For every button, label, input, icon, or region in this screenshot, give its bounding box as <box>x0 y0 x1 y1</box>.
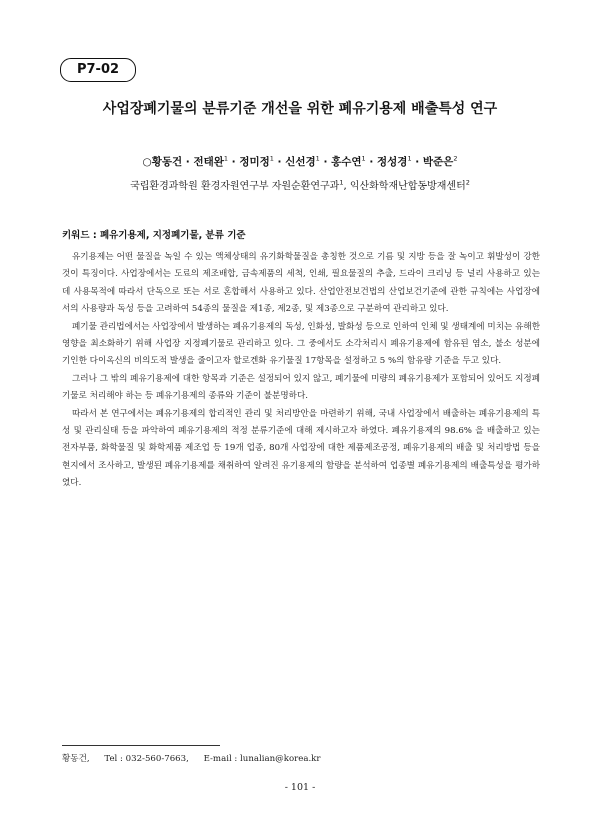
affiliation-list: 국립환경과학원 환경자원연구부 자원순환연구과$^1$, 익산화학재난합동방재센터$^2$ <box>130 178 470 192</box>
paragraph: 유기용제는 어떤 물질을 녹일 수 있는 액체상태의 유기화학물질을 총칭한 것으로 기름 및 지방 등을 잘 녹이고 휘발성이 강한 것이 특징이다. 사업장에서는 도료의 제조배합, 금속제품의 세척, 인쇄, 필요물질의 추출, 드라이 크리닝 등 널리 사용하고 있는데 사용목적에 따라서 단독으로 또는 서로 혼합해서 사용하고 있다. 산업안전보건법의 산업보건기준에 관한 규칙에는 사업장에서의 사용량과 독성 등을 고려하여 54종의 물질을 제1종, 제2종, 및 제3종으로 구분하여 관리하고 있다. <box>62 252 540 315</box>
author-name: 박준은 <box>422 156 454 168</box>
paragraph: 폐기물 관리법에서는 사업장에서 발생하는 폐유기용제의 독성, 인화성, 발화성 등으로 인하여 인체 및 생태계에 미치는 유해한 영향을 최소화하기 위해 사업장 지정폐기물로 관리하고 있다. 그 중에서도 소각처리시 폐유기용제에 함유된 염소, 불소 성분에 기인한 다이옥신의 비의도적 발생을 줄이고자 할로겐화 유기물질 17항목을 설정하고 5 %의 함유량 기준을 두고 있다. <box>62 321 540 367</box>
footnote-name: 황동건, <box>62 754 90 764</box>
keywords: 키워드 : 폐유기용제, 지정폐기물, 분류 기준 <box>62 230 246 241</box>
author-name: ○황동건 <box>142 156 183 168</box>
paragraph: 따라서 본 연구에서는 폐유기용제의 합리적인 관리 및 처리방안을 마련하기 위해, 국내 사업장에서 배출하는 폐유기용제의 특성 및 관리실태 등을 파악하여 폐유기용제의 적정 분류기준에 대해 제시하고자 하였다. 폐유기용제의 98.6% 을 배출하고 있는 전자부품, 화학물질 및 화학제품 제조업 등 19개 업종, 80개 사업장에 대한 제품제조공정, 폐유기용제의 배출 및 처리방법 등을 현지에서 조사하고, 발생된 폐유기용제를 채취하여 알려진 유기용제의 함량을 분석하여 업종별 폐유기용제의 배출특성을 평가하였다. <box>62 408 540 489</box>
author-affiliation-mark: 1 <box>361 154 366 163</box>
author-name: 정성경 <box>377 156 408 168</box>
author-affiliation-mark: 2 <box>453 154 458 163</box>
footnote-email: E-mail : lunalian@korea.kr <box>203 754 321 764</box>
affiliation-name: 익산화학재난합동방재센터 <box>349 181 466 192</box>
author-name: 정미정 <box>239 156 270 168</box>
author-name: 전태완 <box>193 156 224 168</box>
author-affiliation-mark: 1 <box>223 154 229 163</box>
affiliation-mark: 2 <box>465 178 470 187</box>
paragraph: 그러나 그 밖의 폐유기용제에 대한 항목과 기준은 설정되어 있지 않고, 폐기물에 미량의 폐유기용제가 포함되어 있어도 지정폐기물로 처리해야 하는 등 폐유기용제의 종류와 기준이 불분명하다. <box>62 373 540 402</box>
author-list: ○황동건 · 전태완$^1$ · 정미정$^1$ · 신선경$^1$ · 홍수연$^1$ · 정성경$^1$ · 박준은$^2$ <box>142 154 458 168</box>
abstract-body <box>62 249 540 493</box>
affiliation-name: 국립환경과학원 환경자원연구부 자원순환연구과 <box>130 181 340 192</box>
footnote-divider <box>62 745 220 746</box>
affiliation-mark: 1 <box>339 178 344 187</box>
author-name: 홍수연 <box>331 156 362 168</box>
page-number: - 101 - <box>284 782 316 793</box>
session-code-badge: P7-02 <box>60 58 136 82</box>
paper-title: 사업장폐기물의 분류기준 개선을 위한 폐유기용제 배출특성 연구 <box>102 101 498 117</box>
footnote <box>62 752 532 764</box>
footnote-tel: Tel : 032-560-7663, <box>104 754 189 764</box>
author-affiliation-mark: 1 <box>315 154 320 163</box>
author-name: 신선경 <box>285 156 316 168</box>
author-affiliation-mark: 1 <box>269 154 274 163</box>
author-affiliation-mark: 1 <box>407 154 412 163</box>
